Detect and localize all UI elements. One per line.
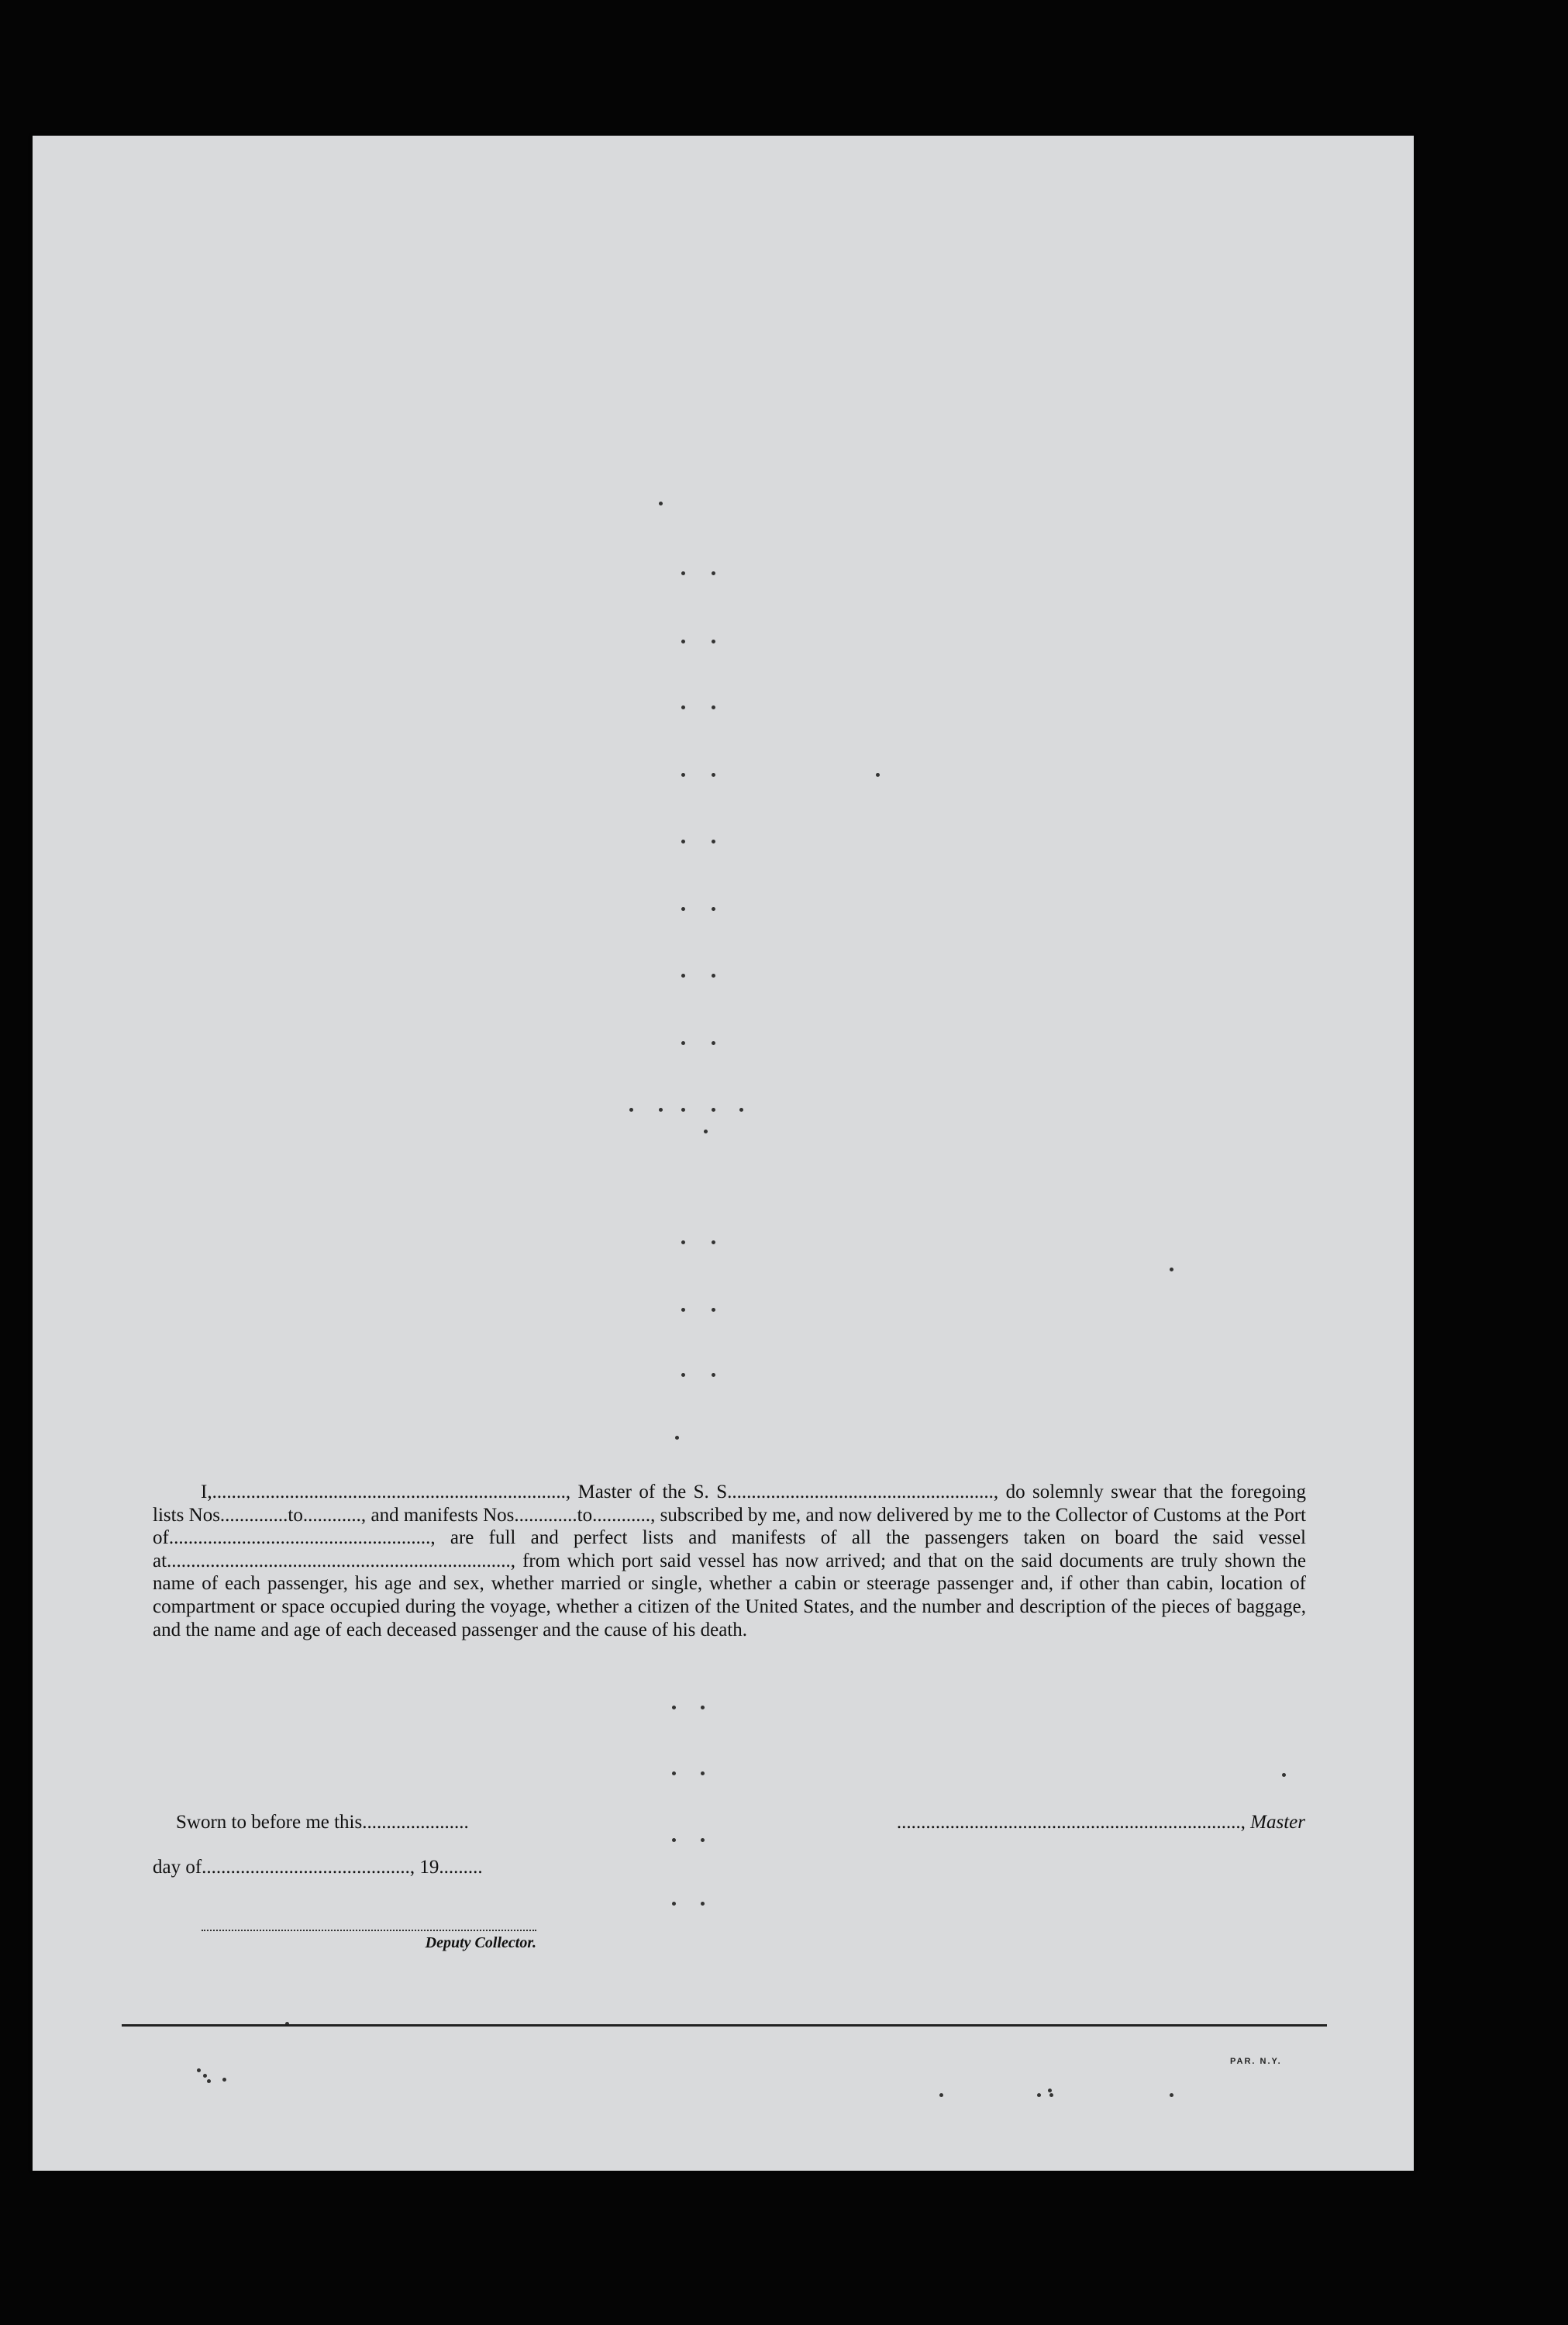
master-signature-blank: ......................................................................., bbox=[896, 1812, 1251, 1833]
master-signature-line bbox=[832, 1812, 1305, 1833]
printer-mark: PAR. N.Y. bbox=[1230, 2057, 1282, 2066]
sworn-before-line: Sworn to before me this...................... bbox=[176, 1812, 469, 1833]
bottom-divider-rule bbox=[122, 2024, 1327, 2027]
deputy-collector-label: Deputy Collector. bbox=[425, 1934, 536, 1951]
oath-text: I,........................................................................., Master of the S. S......................................................., do solemnly swear that the foregoing lists Nos..............to............, and manifests Nos.............to............, subscribed by me, and now delivered by me to the Collector of Customs at the Port of......................................................, are full and perfect lists and manifests of all the passengers taken on board the said vessel at......................................................................., from which port said vessel has now arrived; and that on the said documents are truly shown the name of each passenger, his age and sex, whether married or single, whether a cabin or steerage passenger and, if other than cabin, location of compartment or space occupied during the voyage, whether a citizen of the United States, and the number and description of the pieces of baggage, and the name and age of each deceased passenger and the cause of his death. bbox=[153, 1482, 1306, 1640]
master-oath-paragraph bbox=[153, 1481, 1306, 1641]
master-label: Master bbox=[1250, 1812, 1305, 1833]
day-of-date-line: day of..........................................., 19......... bbox=[153, 1857, 483, 1878]
deputy-collector-signature-line bbox=[202, 1930, 536, 1931]
manifest-page bbox=[33, 136, 1414, 2171]
